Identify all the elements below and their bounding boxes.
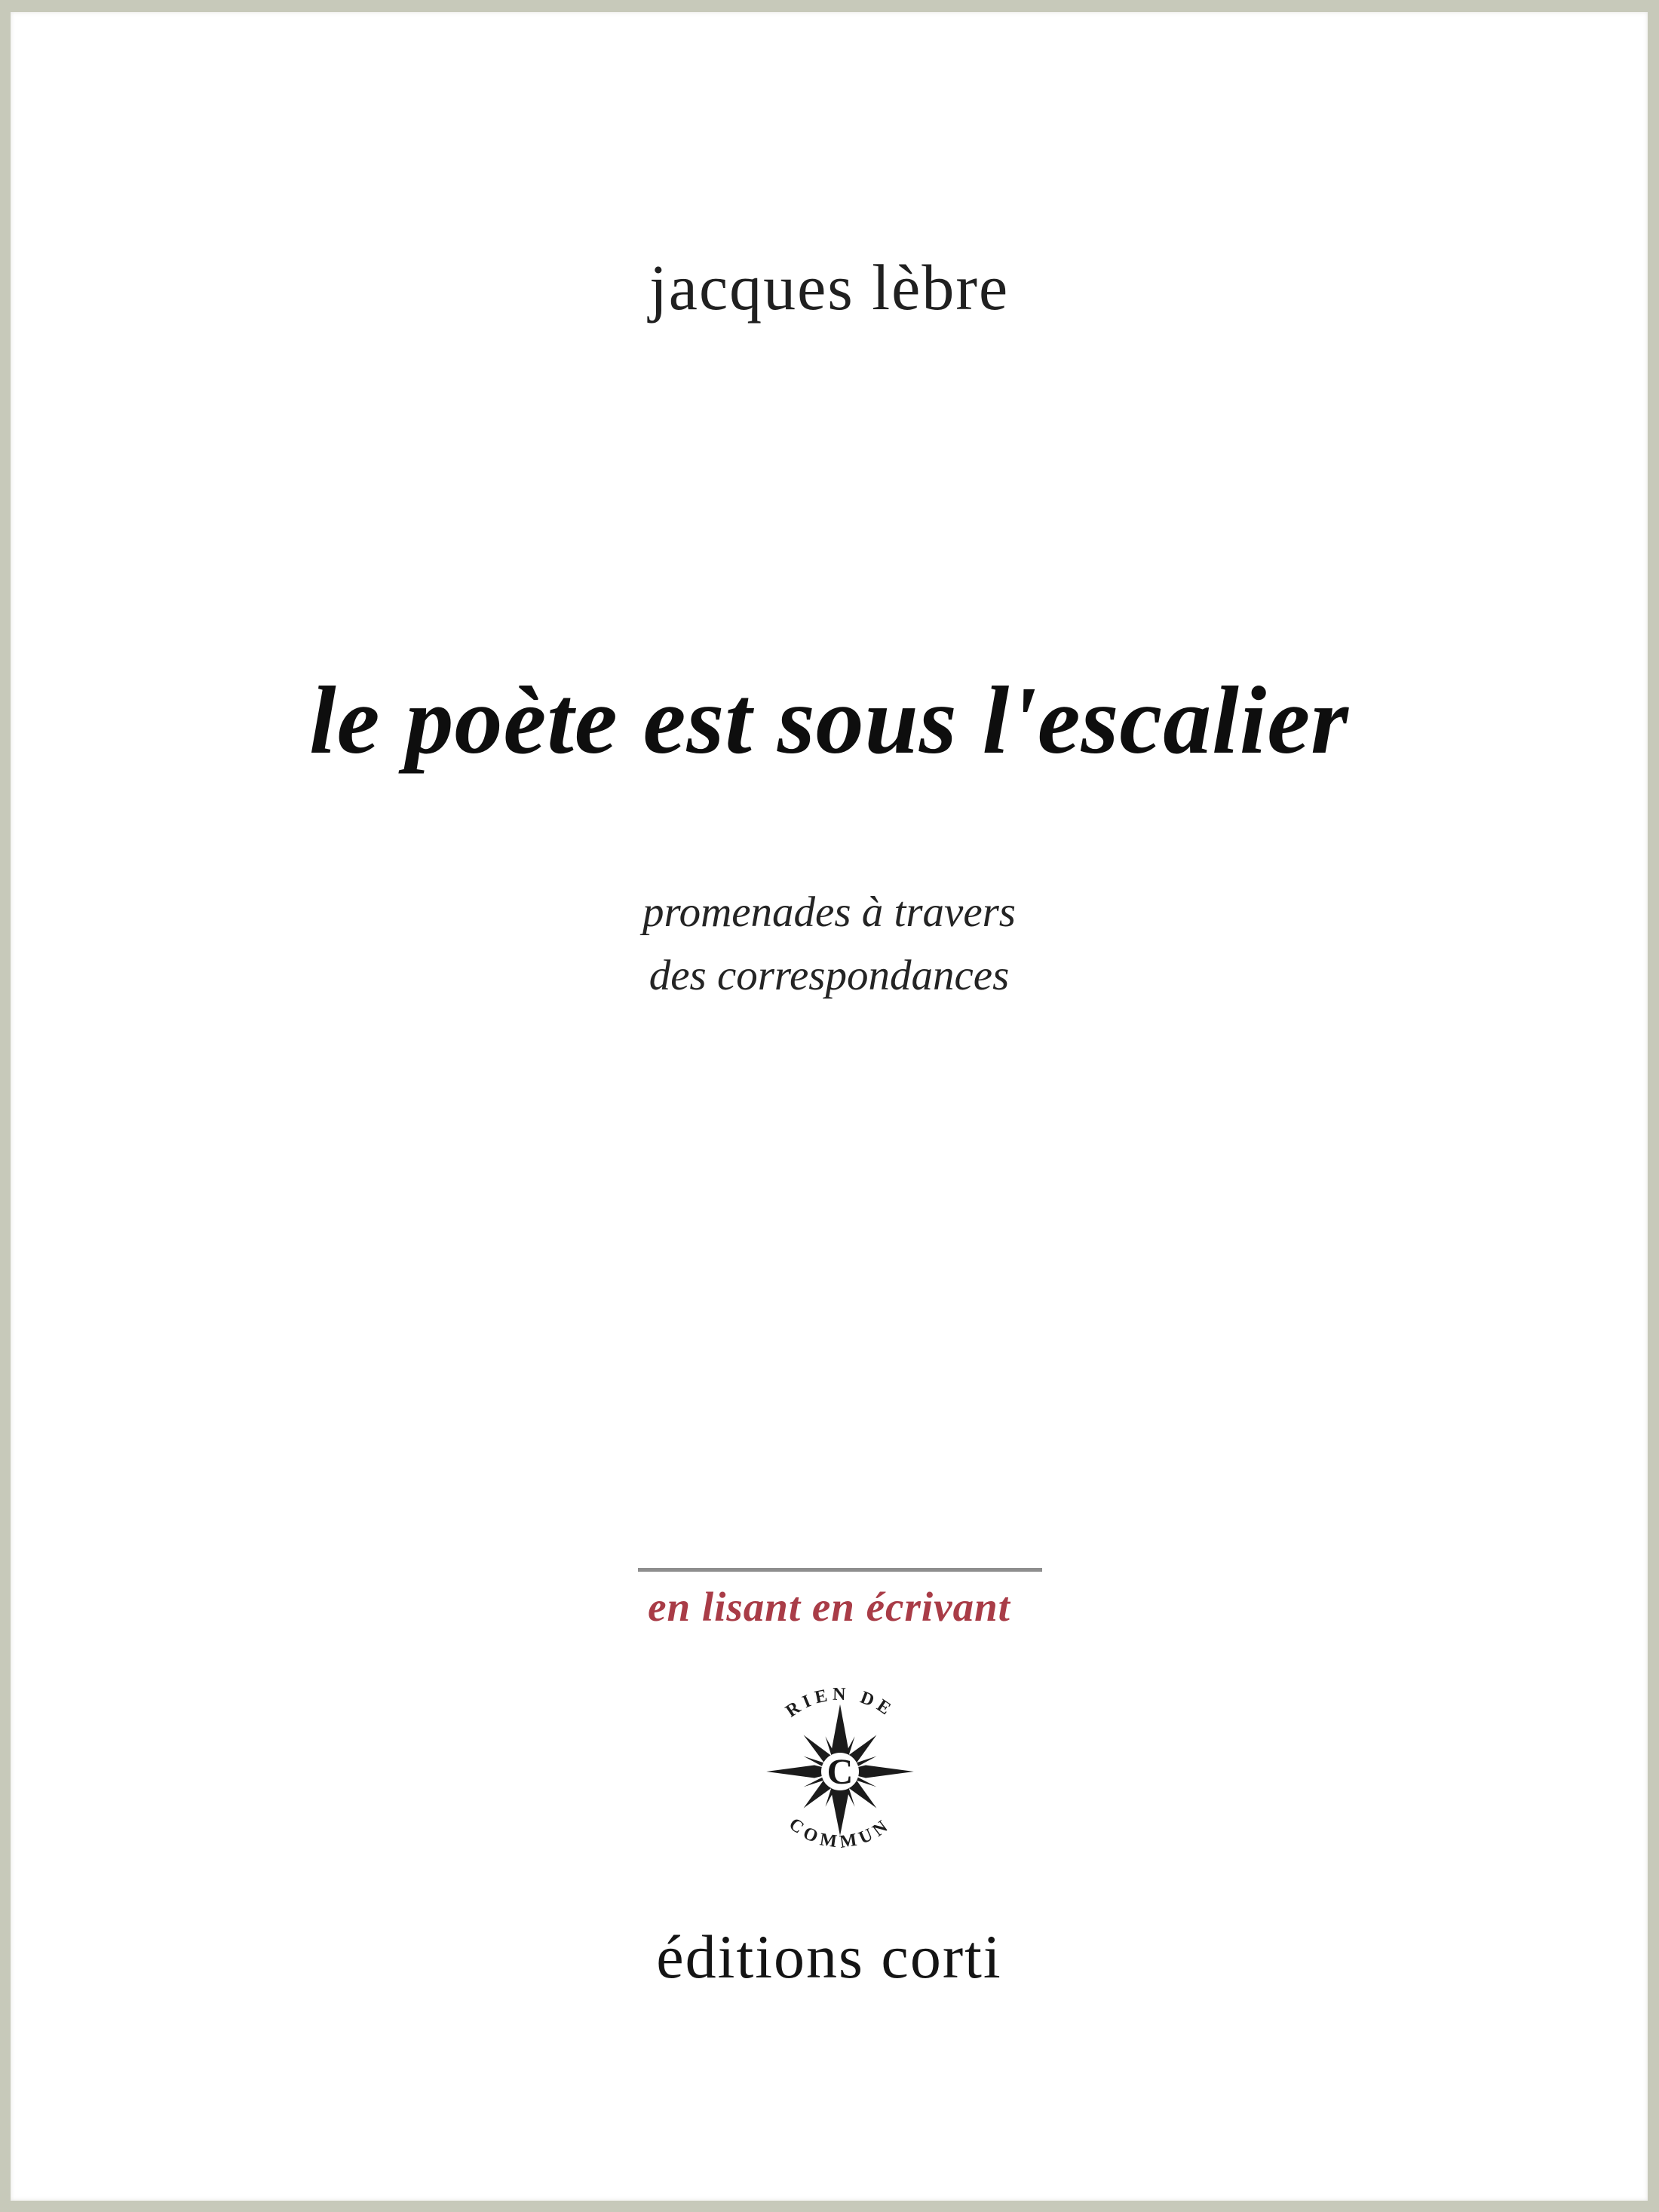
- compass-rose-icon: [746, 1670, 934, 1873]
- book-title: le poète est sous l'escalier: [309, 667, 1349, 774]
- book-subtitle: [11, 881, 1648, 1008]
- subtitle-line-2: des correspondances: [649, 952, 1010, 999]
- logo-arc-bottom-text: COMMUN: [785, 1814, 895, 1852]
- logo-arc-top-text: RIEN DE: [782, 1684, 898, 1722]
- collection-name: en lisant en écrivant: [648, 1584, 1010, 1630]
- logo-monogram: C: [826, 1752, 854, 1792]
- author-name: jacques lèbre: [649, 251, 1010, 324]
- collection-divider-rule: [638, 1568, 1042, 1572]
- title-page: [11, 12, 1648, 2201]
- publisher-logo: [746, 1670, 934, 1873]
- subtitle-line-1: promenades à travers: [642, 888, 1016, 936]
- publisher-name: éditions corti: [656, 1922, 1002, 1991]
